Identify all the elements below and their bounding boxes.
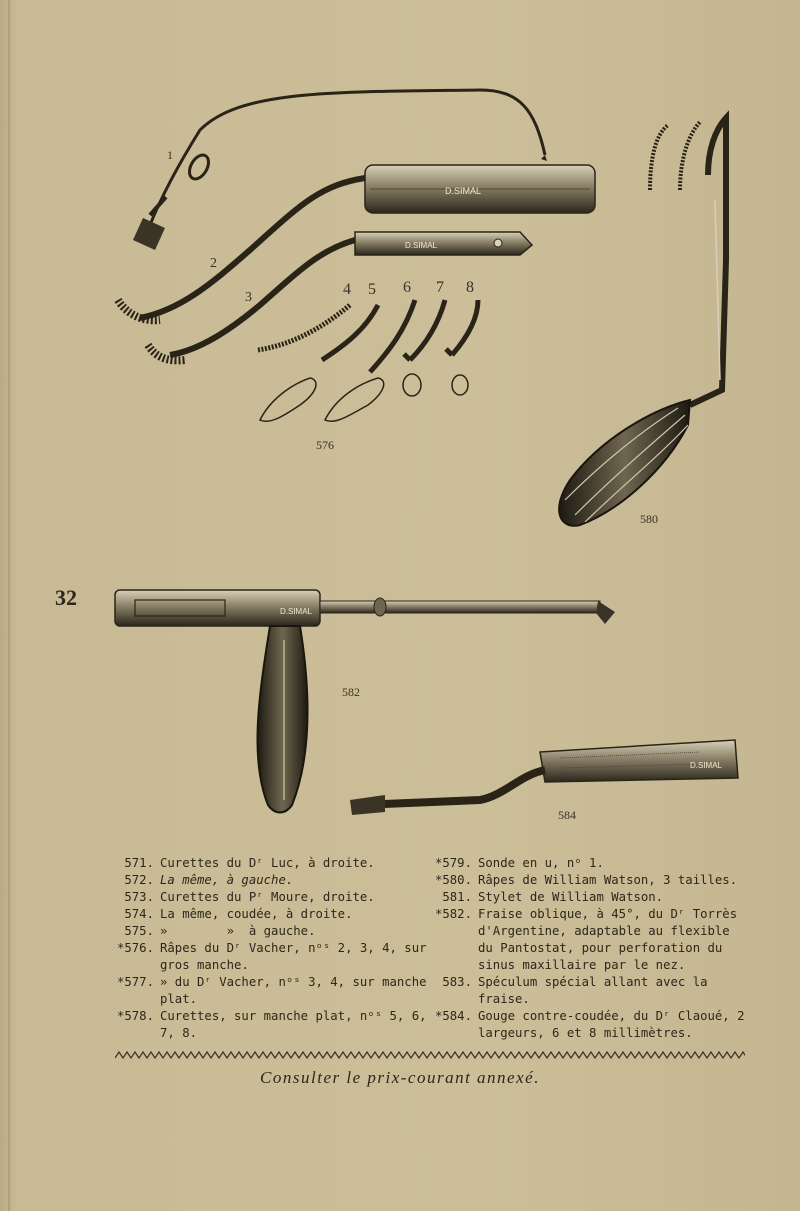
catalog-entry [112,855,427,872]
catalog-entry [430,906,750,974]
catalog-entry [112,923,427,940]
part-label-5: 5 [368,281,376,298]
entry-text: Fraise oblique, à 45°, du Dʳ Torrès d'Argentine, adaptable au flexible du Pantostat, pour perforation du sinus maxillaire par le nez. [478,907,738,972]
entry-number: *584. [434,1009,472,1023]
oblique-drill [115,590,615,813]
catalog-entry [430,855,750,872]
figure-label-580: 580 [640,512,658,526]
decorative-wavy-rule [115,1050,745,1060]
part-label-6: 6 [403,279,411,296]
rasp-instrument-3 [148,232,532,360]
part-label-7: 7 [436,279,444,296]
catalog-entry [112,940,427,974]
entry-text: Râpes du Dʳ Vacher, nᵒˢ 2, 3, 4, sur gros manche. [160,941,427,972]
entry-number: *580. [434,873,472,887]
claoue-gouge [350,740,738,815]
entry-number: *578. [116,1009,154,1023]
catalog-entry [112,872,427,889]
entry-number: 572. [124,873,154,887]
entry-number: 581. [442,890,472,904]
entry-text: Curettes, sur manche plat, nᵒˢ 5, 6, 7, 8. [160,1009,427,1040]
catalog-entry [112,889,427,906]
catalog-entry [112,1008,427,1042]
entry-text: Sonde en u, nᵒ 1. [478,856,604,870]
footer-note: Consulter le prix-courant annexé. [260,1068,540,1087]
entry-text: Spéculum spécial allant avec la fraise. [478,975,708,1006]
catalog-entry [112,906,427,923]
figure-label-584: 584 [558,808,576,822]
entry-number: 575. [124,924,154,938]
catalog-entry [430,1008,750,1042]
entry-number: *579. [434,856,472,870]
maker-mark-582: D.SIMAL [280,607,313,616]
catalog-entry [430,974,750,1008]
part-label-3: 3 [245,290,252,305]
entry-text: Curettes du Pʳ Moure, droite. [160,890,375,904]
entry-number: 571. [124,856,154,870]
part-label-2: 2 [210,256,217,271]
page-number: 32 [55,585,77,610]
part-label-8: 8 [466,279,474,296]
maker-mark-3: D.SIMAL [405,241,438,250]
catalog-entry [430,872,750,889]
entry-text: La même, coudée, à droite. [160,907,353,921]
entry-text: » » à gauche. [160,924,316,938]
entry-text: Curettes du Dʳ Luc, à droite. [160,856,375,870]
entry-number: *577. [116,975,154,989]
entry-text: Stylet de William Watson. [478,890,664,904]
entry-text: » du Dʳ Vacher, nᵒˢ 3, 4, sur manche plat. [160,975,427,1006]
maker-mark-584: D.SIMAL [690,761,723,770]
entry-text: La même, à gauche. [160,873,294,887]
entry-text: Râpes de William Watson, 3 tailles. [478,873,738,887]
entry-number: 574. [124,907,154,921]
part-label-4: 4 [343,281,351,298]
entry-number: *582. [434,907,472,921]
catalog-entry [112,974,427,1008]
catalog-right-column [430,855,750,1042]
catalog-entry [430,889,750,906]
entry-text: Gouge contre-coudée, du Dʳ Claoué, 2 largeurs, 6 et 8 millimètres. [478,1009,745,1040]
entry-number: 573. [124,890,154,904]
entry-number: 583. [442,975,472,989]
figure-label-576: 576 [316,438,334,452]
figure-label-582: 582 [342,685,360,699]
small-blades [258,300,478,421]
entry-number: *576. [116,941,154,955]
part-label-1: 1 [167,148,173,162]
catalog-left-column [112,855,427,1042]
maker-mark-2: D.SIMAL [445,186,482,196]
